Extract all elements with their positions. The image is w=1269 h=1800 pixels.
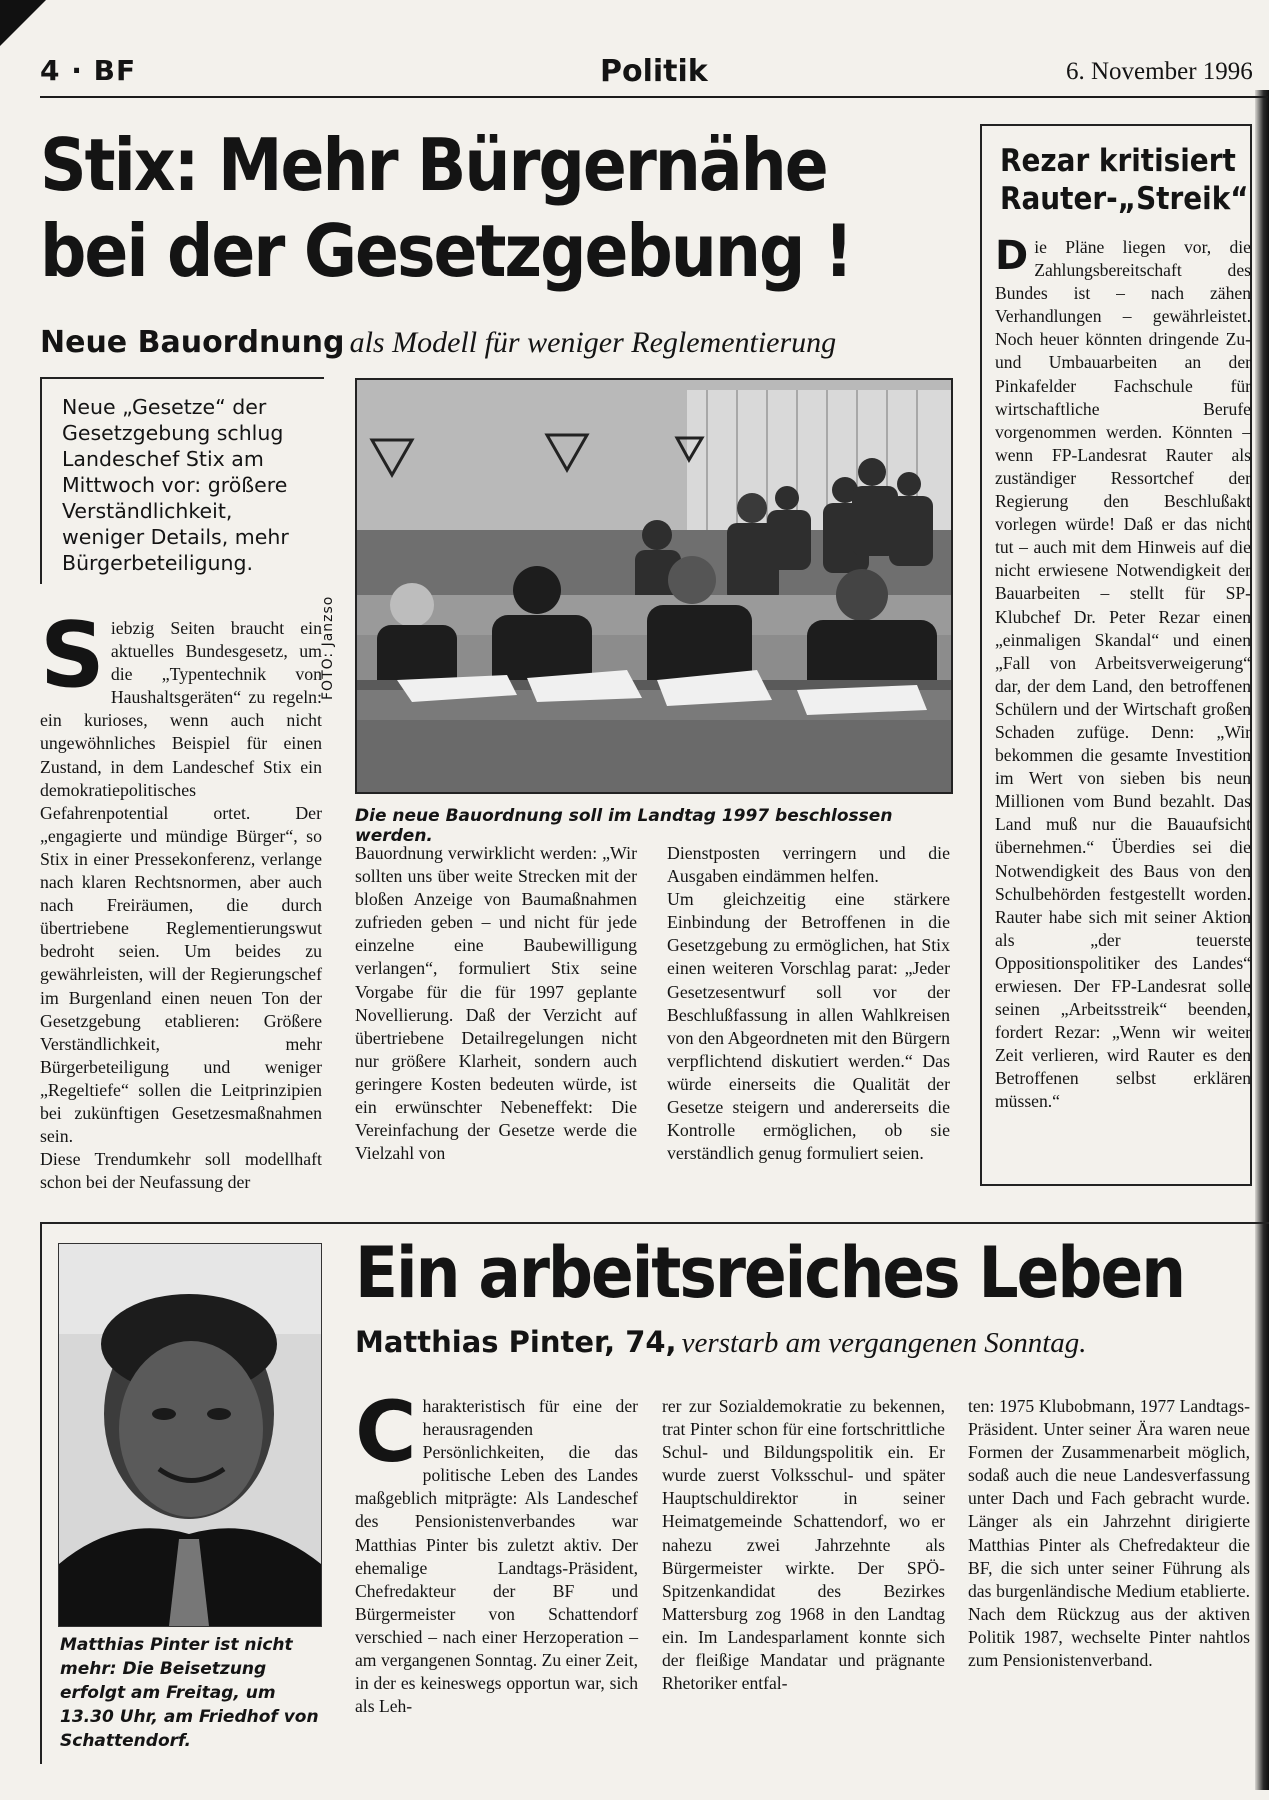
article-paragraph xyxy=(40,603,322,1148)
header-rule xyxy=(40,96,1268,98)
drop-cap: C xyxy=(355,1383,417,1481)
article-text: iebzig Seiten braucht ein aktuelles Bundesgesetz, um die „Typentechnik von Haushaltsgeräten“ zu regeln: ein kurioses, wenn auch nicht ungewöhnliches Beispiel für einen Zustand, in dem Landeschef Stix ein demokratiepolitisches Gefahrenpotential ortet. Der „engagierte und mündige Bürger“, so Stix in einer Pressekonferenz, verlange nach klaren Rechtsnormen, aber auch nach Freiräumen, die durch übertriebene Reglementierungswut bedroht seien. Um beides zu gewährleisten, will der Regierungschef im Burgenland einen neuen Ton der Gesetzgebung etablieren: Größere Verständlichkeit, mehr Bürgerbeteiligung und weniger „Regeltiefe“ sollen die Leitprinzipien bei zukünftigen Gesetzesmaßnahmen sein. xyxy=(40,618,322,1147)
main-headline-line-2: bei der Gesetzgebung ! xyxy=(40,209,852,293)
page-corner-fold xyxy=(0,0,46,46)
obituary-sub-italic: verstarb am vergangenen Sonntag. xyxy=(681,1327,1087,1359)
article-column-3 xyxy=(667,842,950,1165)
article-column-1 xyxy=(40,603,322,1194)
issue-date: 6. November 1996 xyxy=(1066,58,1253,85)
portrait-illustration xyxy=(59,1244,321,1626)
session-photo-illustration xyxy=(357,380,951,792)
main-subheadline xyxy=(40,325,960,360)
drop-cap: D xyxy=(995,233,1029,279)
article-paragraph: Dienstposten verringern und die Ausgaben eindämmen helfen. xyxy=(667,843,950,887)
portrait-caption: Matthias Pinter ist nicht mehr: Die Beisetzung erfolgt am Freitag, um 13.30 Uhr, am Friedhof von Schattendorf. xyxy=(60,1635,319,1751)
obituary-paragraph: ten: 1975 Klubobmann, 1977 Landtags-Präsident. Unter seiner Ära waren neue Formen der Zusammenarbeit möglich, sodaß auch die neue Landesverfassung unter Dach und Fach gebracht wurde. Länger als ein Jahrzehnt dirigierte Matthias Pinter als Chefredakteur die BF, die sich unter seiner Führung als das burgenländische Medium etablierte. Nach dem Rückzug aus der aktiven Politik 1987, wechselte Pinter nahtlos zum Pensionistenverband. xyxy=(968,1396,1250,1671)
main-headline-line-1: Stix: Mehr Bürgernähe xyxy=(40,123,827,207)
obituary-paragraph xyxy=(355,1383,638,1718)
section-title: Politik xyxy=(600,54,708,89)
obituary-column-3 xyxy=(968,1395,1250,1672)
obituary-column-1 xyxy=(355,1383,638,1718)
sidebar-column xyxy=(995,233,1251,1114)
drop-cap: S xyxy=(40,603,105,708)
sidebar-text: ie Pläne liegen vor, die Zahlungsbereitschaft des Bundes ist – nach zähen Verhandlungen – gewährleistet. Noch heuer könnten dringende Zu- und Umbauarbeiten an der Pinkafelder Fachschule für wirtschaftliche Berufe vorgenommen werden. Könnten – wenn FP-Landesrat Rauter als zuständiger Ressortchef der Regierung den Beschlußakt vorlegen würde! Daß er das nicht tut – auch mit dem Hinweis auf die nicht erwiesene Notwendigkeit der Bauarbeiten – stellt für SP-Klubchef Dr. Peter Rezar einen „einmaligen Skandal“ und einen „Fall von Arbeitsverweigerung“ dar, der dem Land, den betroffenen Schülern und der Wirtschaft großen Schaden zufüge. Denn: „Wir bekommen die gesamte Investition im Wert von sieben bis neun Millionen vom Bund bezahlt. Das Land muß nur die Bauaufsicht übernehmen.“ Überdies sei die Notwendigkeit des Baus von den Schulbehörden festgestellt worden. Rauter habe sich mit seiner Aktion als „der teuerste Oppositionspolitiker des Landes“ erwiesen. Der FP-Landesrat solle seinen „Arbeitsstreik“ beenden, fordert Rezar: „Wenn wir weiter Zeit verlieren, wird Rauter es den Betroffenen selbst erklären müssen.“ xyxy=(995,237,1251,1112)
photo-credit: FOTO: Janzso xyxy=(320,595,336,700)
obituary-subheadline xyxy=(355,1325,1255,1360)
obituary-headline: Ein arbeitsreiches Leben xyxy=(355,1232,1185,1314)
article-paragraph: Bauordnung verwirklicht werden: „Wir sollten uns über weite Strecken mit der bloßen Anzeige von Baumaßnahmen zufrieden geben – und nicht für jede einzelne eine Baubewilligung verlangen“, formuliert Stix seine Vorgabe für die für 1997 geplante Novellierung. Daß der Verzicht auf übertriebene Detailregelungen nicht nur größere Klarheit, sondern auch geringere Kosten bedeuten würde, ist ein erwünschter Nebeneffekt: Die Vereinfachung der Gesetze werde die Vielzahl von xyxy=(355,843,637,1164)
obituary-sub-strong: Matthias Pinter, 74, xyxy=(355,1325,677,1359)
session-photo xyxy=(355,378,953,794)
article-paragraph: Diese Trendumkehr soll modellhaft schon bei der Neufassung der xyxy=(40,1149,322,1193)
subhead-strong: Neue Bauordnung xyxy=(40,325,345,360)
photo-caption: Die neue Bauordnung soll im Landtag 1997 beschlossen werden. xyxy=(355,806,893,846)
article-paragraph: Um gleichzeitig eine stärkere Einbindung der Betroffenen in die Gesetzgebung zu ermöglichen, hat Stix einen weiteren Vorschlag parat: „Jeder Gesetzesentwurf soll vor der Beschlußfassung in allen Wahlkreisen von den Abgeordneten mit den Bürgern verpflichtend diskutiert werden.“ Das würde einerseits die Qualität der Gesetze steigern und andererseits die Kontrolle ermöglichen, ob sie verständlich genug formuliert seien. xyxy=(667,889,950,1164)
portrait-photo xyxy=(58,1243,322,1627)
lead-paragraph: Neue „Gesetze“ der Gesetzgebung schlug Landeschef Stix am Mittwoch vor: größere Verständlichkeit, weniger Details, mehr Bürgerbeteiligung. xyxy=(62,395,289,575)
main-headline xyxy=(40,122,980,294)
page-number-label: 4 · BF xyxy=(40,54,137,87)
sidebar-paragraph xyxy=(995,233,1251,1114)
obituary-paragraph: rer zur Sozialdemokratie zu bekennen, trat Pinter schon für eine fortschrittliche Schul- und Bildungspolitik ein. Er wurde zuerst Volksschul- und später Hauptschuldirektor in seiner Heimatgemeinde Schattendorf, wo er nahezu zwei Jahrzehnte als Bürgermeister wirkte. Der SPÖ-Spitzenkandidat des Bezirkes Mattersburg zog 1968 in den Landtag ein. Im Landesparlament konnte sich der fleißige Mandatar und prägnante Rhetoriker entfal- xyxy=(662,1396,945,1694)
obituary-text: harakteristisch für eine der herausragenden Persönlichkeiten, die das politische Leben des Landes maßgeblich mitprägte: Als Landeschef des Pensionistenverbandes war Matthias Pinter bis zuletzt aktiv. Der ehemalige Landtags-Präsident, Chefredakteur der BF und Bürgermeister von Schattendorf verschied – nach einer Herzoperation – am vergangenen Sonntag. Zu einer Zeit, in der es keineswegs opportun war, sich als Leh- xyxy=(355,1396,638,1717)
obituary-column-2 xyxy=(662,1395,945,1695)
sidebar-headline: Rezar kritisiert Rauter-„Streik“ xyxy=(1000,143,1249,217)
article-column-2 xyxy=(355,842,637,1165)
subhead-italic: als Modell für weniger Reglementierung xyxy=(349,326,837,359)
